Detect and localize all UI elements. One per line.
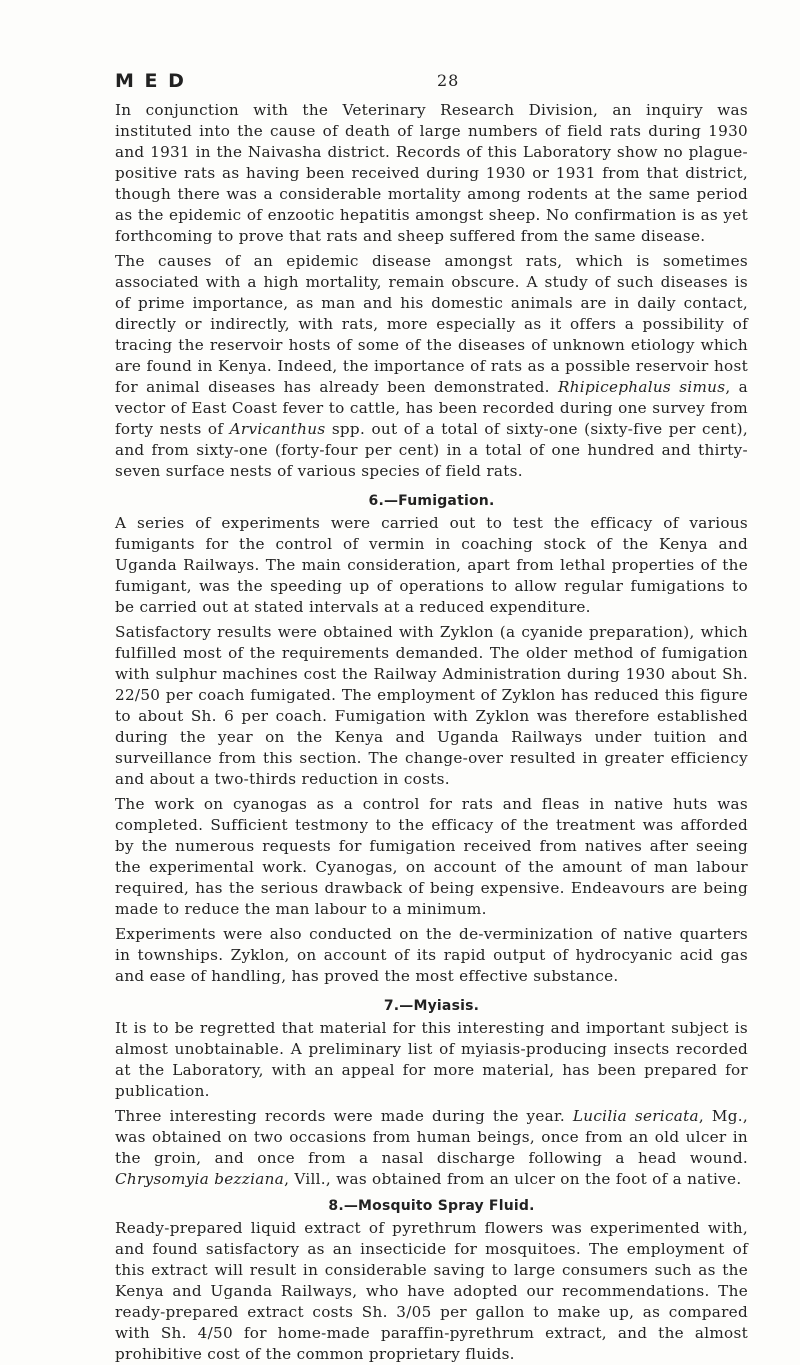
species-name: Lucilia sericata — [572, 1107, 699, 1125]
paragraph — [115, 251, 748, 482]
species-name: Arvicanthus — [229, 420, 326, 438]
header-code: M E D — [115, 70, 186, 92]
paragraph — [115, 1106, 748, 1190]
species-name: Rhipicephalus simus — [557, 378, 726, 396]
paragraph-text: The causes of an epidemic disease amongst rats, which is sometimes associated with a high mortality, remain obscure. A study of such diseases is of prime importance, as man and his domestic animals are in daily contact, directly or indirectly, with rats, more especially as it offers a possibility of tracing the reservoir hosts of some of the diseases of unknown etiology which are found in Kenya. Indeed, the importance of rats as a possible reservoir host for animal diseases has already been demonstrated. — [115, 252, 748, 396]
section-heading: 7.—Myiasis. — [383, 998, 480, 1014]
section-heading: 8.—Mosquito Spray Fluid. — [328, 1198, 535, 1214]
paragraph-text: Three interesting records were made during the year. — [115, 1107, 566, 1125]
page-header — [115, 70, 745, 100]
paragraph-text: , Vill., was obtained from an ulcer on the foot of a native. — [284, 1170, 742, 1188]
paragraph-text: spp. out of a total of sixty-one (sixty-five per cent), and from sixty-one (forty-four per cent) in a total of one hundred and thirty-seven surface nests of various species of field rats. — [115, 420, 748, 480]
paragraph-text: , a vector of East Coast fever to cattle, has been recorded during one survey from forty nests of — [115, 378, 748, 438]
paragraph: It is to be regretted that material for this interesting and important subject is almost unobtainable. A preliminary list of myiasis-producing insects recorded at the Laboratory, with an appeal for more material, has been prepared for publication. — [115, 1019, 748, 1100]
page-body — [115, 100, 748, 1365]
paragraph: Satisfactory results were obtained with Zyklon (a cyanide preparation), which fulfilled most of the requirements demanded. The older method of fumigation with sulphur machines cost the Railway Administration during 1930 about Sh. 22/50 per coach fumigated. The employment of Zyklon has reduced this figure to about Sh. 6 per coach. Fumigation with Zyklon was therefore established during the year on the Kenya and Uganda Railways under tuition and surveillance from this section. The change-over resulted in greater efficiency and about a two-thirds reduction in costs. — [115, 623, 748, 788]
page-number: 28 — [437, 71, 460, 90]
paragraph: The work on cyanogas as a control for rats and fleas in native huts was completed. Sufficient testmony to the efficacy of the treatment was afforded by the numerous requests for fumigation received from natives after seeing the experimental work. Cyanogas, on account of the amount of man labour required, has the serious drawback of being expensive. Endeavours are being made to reduce the man labour to a minimum. — [115, 795, 748, 918]
paragraph: Experiments were also conducted on the de-verminization of native quarters in townships. Zyklon, on account of its rapid output of hydrocyanic acid gas and ease of handling, has proved the most effective substance. — [115, 925, 748, 985]
paragraph: In conjunction with the Veterinary Research Division, an inquiry was instituted into the cause of death of large numbers of field rats during 1930 and 1931 in the Naivasha district. Records of this Laboratory show no plague-positive rats as having been received during 1930 or 1931 from that district, though there was a considerable mortality among rodents at the same period as the epidemic of enzootic hepatitis amongst sheep. No confirmation is as yet forthcoming to prove that rats and sheep suffered from the same disease. — [115, 101, 748, 245]
section-heading: 6.—Fumigation. — [368, 493, 495, 509]
species-name: Chrysomyia bezziana — [115, 1170, 285, 1188]
paragraph: Ready-prepared liquid extract of pyrethrum flowers was experimented with, and found satisfactory as an insecticide for mosquitoes. The employment of this extract will result in considerable saving to large consumers such as the Kenya and Uganda Railways, who have adopted our recommendations. The ready-prepared extract costs Sh. 3/05 per gallon to make up, as compared with Sh. 4/50 for home-made paraffin-pyrethrum extract, and the almost prohibitive cost of the common proprietary fluids. — [115, 1219, 748, 1363]
paragraph-text: , Mg., was obtained on two occasions from human beings, once from an old ulcer in the groin, and once from a nasal discharge following a head wound. — [115, 1107, 749, 1167]
paragraph: A series of experiments were carried out to test the efficacy of various fumigants for the control of vermin in coaching stock of the Kenya and Uganda Railways. The main consideration, apart from lethal properties of the fumigant, was the speeding up of operations to allow regular fumigations to be carried out at stated intervals at a reduced expenditure. — [115, 514, 748, 616]
